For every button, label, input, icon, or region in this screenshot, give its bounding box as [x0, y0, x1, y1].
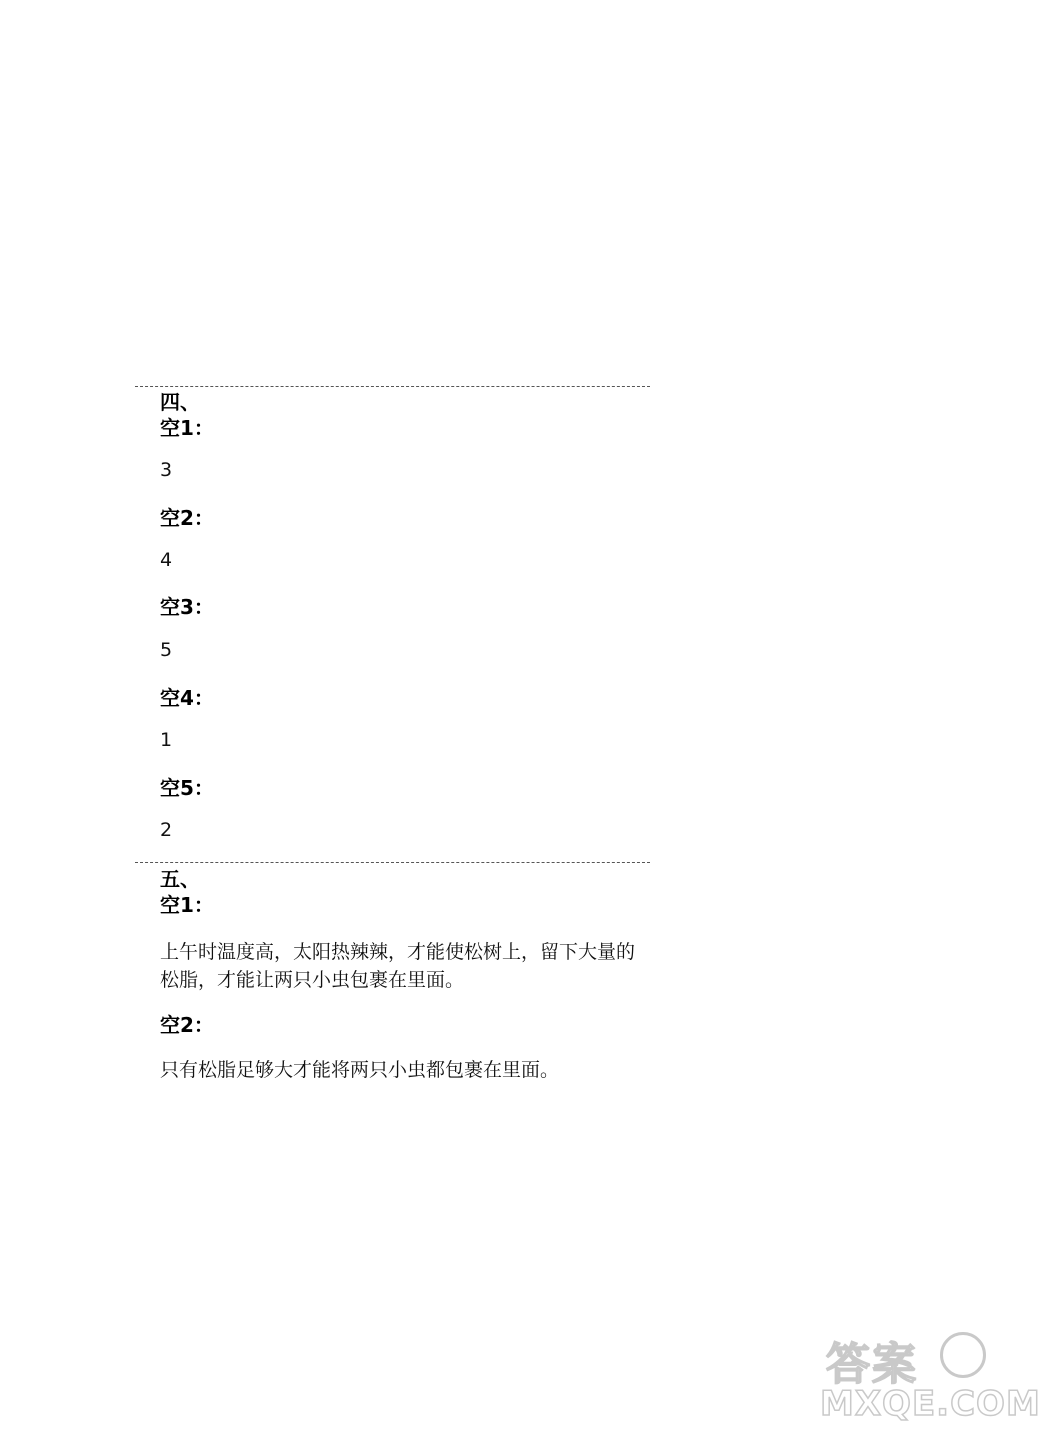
- blank-label-2: 空2：: [160, 506, 214, 530]
- blank-label-1: 空1：: [160, 416, 214, 440]
- watermark-seal-icon: [940, 1332, 986, 1378]
- blank-answer-5: 2: [160, 819, 173, 841]
- watermark-logo: [820, 1328, 1041, 1424]
- section-heading-4: 四、: [160, 390, 200, 414]
- blank-label-3: 空3：: [160, 595, 214, 619]
- blank-label-4: 空4：: [160, 686, 214, 710]
- blank-label-1: 空1：: [160, 893, 214, 917]
- blank-answer-1: 3: [160, 459, 173, 481]
- blank-answer-4: 1: [160, 729, 173, 751]
- blank-answer-2: 4: [160, 549, 173, 571]
- blank-answer-3: 5: [160, 639, 173, 661]
- blank-label-5: 空5：: [160, 776, 214, 800]
- watermark-bottom-text: MXQE.COM: [820, 1384, 1041, 1424]
- blank-answer-paragraph-2: 只有松脂足够大才能将两只小虫都包裹在里面。: [160, 1059, 560, 1081]
- watermark-top-text: 答案: [826, 1339, 918, 1390]
- blank-label-2: 空2：: [160, 1013, 214, 1037]
- section-divider-5: [135, 862, 650, 863]
- section-divider-4: [135, 386, 650, 387]
- section-heading-5: 五、: [160, 867, 200, 891]
- blank-answer-paragraph-1: 上午时温度高，太阳热辣辣，才能使松树上，留下大量的松脂，才能让两只小虫包裹在里面。: [160, 941, 636, 991]
